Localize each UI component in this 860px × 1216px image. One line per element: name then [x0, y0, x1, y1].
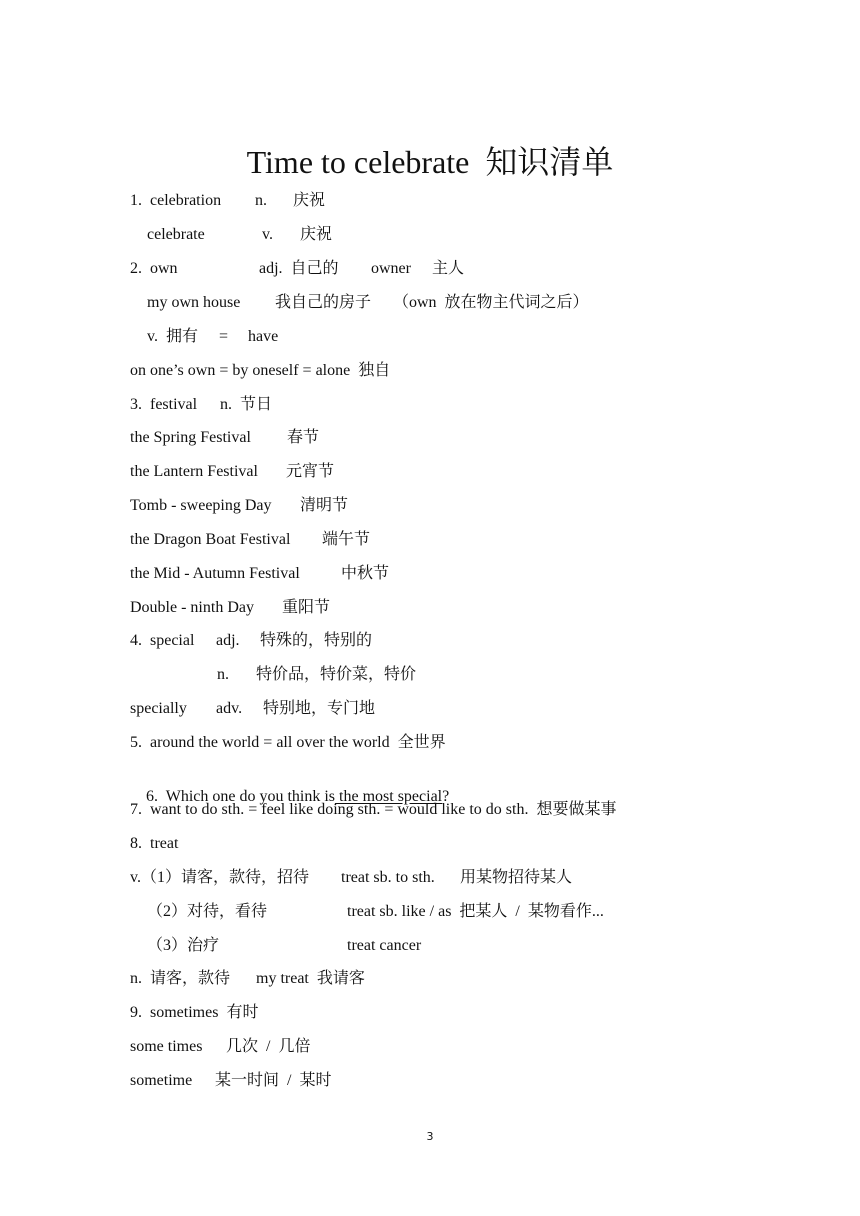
- festival-name: Tomb - sweeping Day: [130, 497, 272, 514]
- festival-meaning: 重阳节: [282, 599, 331, 616]
- entry-pos: n.: [255, 192, 267, 209]
- entry-text: sometime: [130, 1072, 193, 1089]
- entry-pos: adj. 自己的: [259, 260, 339, 277]
- entry-pos: n.: [217, 666, 229, 683]
- entry-meaning: 特别地，专门地: [263, 700, 376, 717]
- entry-meaning: 我自己的房子: [275, 294, 372, 311]
- entry-meaning: 特殊的，特别的: [260, 632, 373, 649]
- entry-text: 6. Which one do you think is: [146, 788, 336, 805]
- entry-text: some times: [130, 1038, 203, 1055]
- entry-meaning: n. 节日: [220, 396, 273, 413]
- entry-text: my own house: [147, 294, 241, 311]
- festival-name: the Dragon Boat Festival: [130, 531, 291, 548]
- underlined-phrase: the most special: [335, 788, 443, 805]
- entry-punctuation: ?: [442, 788, 450, 805]
- entry-phrase: my treat 我请客: [256, 970, 365, 987]
- entry-text: 3. festival: [130, 396, 198, 413]
- entry-synonym: have: [248, 328, 279, 345]
- entry-meaning: （3）治疗: [147, 937, 220, 954]
- entry-text: 9. sometimes 有时: [130, 1004, 259, 1021]
- festival-name: the Mid - Autumn Festival: [130, 565, 300, 582]
- festival-name: the Lantern Festival: [130, 463, 258, 480]
- entry-meaning: 庆祝: [300, 226, 333, 243]
- festival-name: Double - ninth Day: [130, 599, 254, 616]
- entry-phrase: treat cancer: [347, 937, 422, 954]
- entry-text: celebrate: [147, 226, 205, 243]
- entry-phrase: treat sb. to sth.: [341, 869, 435, 886]
- entry-text: 2. own: [130, 260, 178, 277]
- entry-meaning: 某一时间 / 某时: [215, 1072, 332, 1089]
- festival-meaning: 中秋节: [341, 565, 390, 582]
- entry-related: owner: [371, 260, 411, 277]
- entry-pos: v.: [262, 226, 273, 243]
- entry-text: 5. around the world = all over the world 全世界: [130, 734, 446, 751]
- entry-meaning: 庆祝: [293, 192, 326, 209]
- entry-text: 4. special: [130, 632, 195, 649]
- entry-meaning: n. 请客，款待: [130, 970, 231, 987]
- entry-text: v. 拥有: [147, 328, 198, 345]
- festival-meaning: 端午节: [322, 531, 371, 548]
- entry-pos: adv.: [216, 700, 243, 717]
- entry-meaning: v.（1）请客，款待，招待: [130, 869, 309, 886]
- entry-equals: =: [219, 328, 229, 345]
- festival-meaning: 元宵节: [286, 463, 335, 480]
- entry-meaning: 特价品，特价菜，特价: [256, 666, 417, 683]
- entry-note: （own 放在物主代词之后）: [393, 294, 589, 311]
- entry-text: specially: [130, 700, 187, 717]
- entry-meaning: 主人: [432, 260, 465, 277]
- document-title: Time to celebrate 知识清单: [246, 144, 614, 180]
- festival-meaning: 春节: [287, 429, 320, 446]
- entry-text: 8. treat: [130, 835, 179, 852]
- entry-text: 1. celebration: [130, 192, 222, 209]
- festival-meaning: 清明节: [300, 497, 349, 514]
- festival-name: the Spring Festival: [130, 429, 251, 446]
- entry-meaning: （2）对待，看待: [147, 903, 268, 920]
- entry-text: 7. want to do sth. = feel like doing sth. = would like to do sth. 想要做某事: [130, 801, 617, 818]
- page-number: 3: [426, 1130, 434, 1143]
- entry-meaning: 几次 / 几倍: [226, 1038, 311, 1055]
- entry-text: on one’s own = by oneself = alone 独自: [130, 362, 391, 379]
- entry-phrase: treat sb. like / as 把某人 / 某物看作...: [347, 903, 604, 920]
- entry-phrase-meaning: 用某物招待某人: [460, 869, 573, 886]
- entry-pos: adj.: [216, 632, 240, 649]
